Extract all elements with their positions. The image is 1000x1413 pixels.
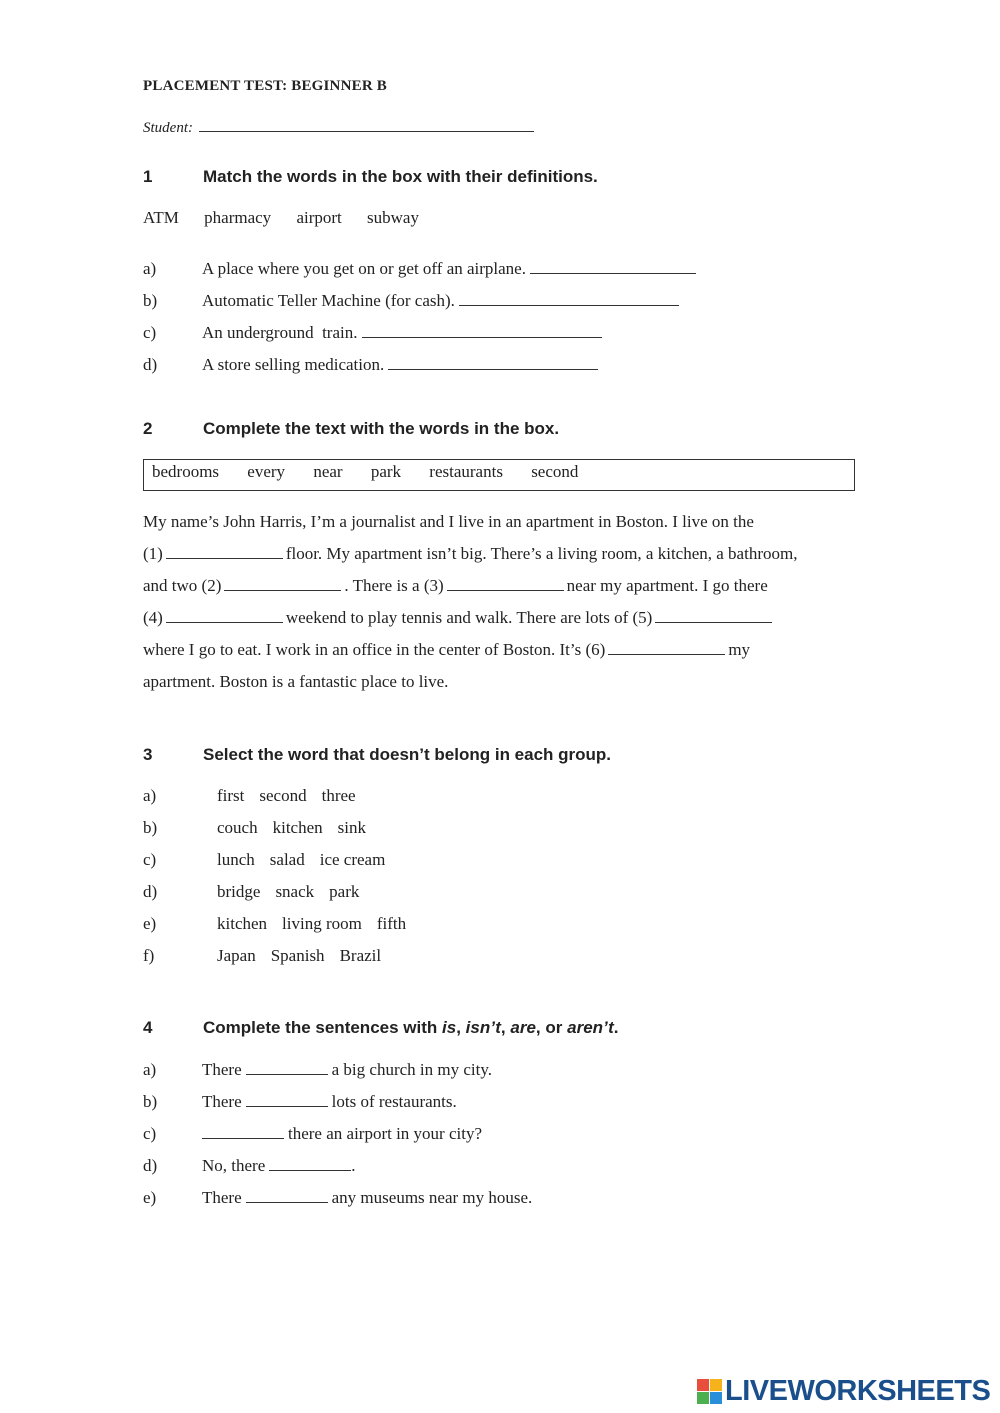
- word-box-item: bedrooms: [152, 462, 220, 481]
- answer-blank[interactable]: [269, 1156, 351, 1171]
- item-label: b): [143, 818, 158, 837]
- word-box-item: near: [313, 462, 343, 481]
- section-2-word-box: [143, 459, 855, 491]
- text-line: [143, 672, 863, 704]
- item-label: e): [143, 914, 157, 933]
- section-4-heading: [143, 1018, 618, 1038]
- gap-4-blank[interactable]: [166, 608, 283, 623]
- item-text: No, there: [202, 1156, 266, 1175]
- word-box-item: subway: [367, 208, 419, 227]
- item-label: c): [143, 1124, 157, 1143]
- option-word[interactable]: snack: [275, 882, 315, 901]
- s4-item-a: [143, 1060, 492, 1080]
- logo-square: [710, 1392, 722, 1404]
- logo-square: [710, 1379, 722, 1391]
- item-text: Automatic Teller Machine (for cash).: [202, 291, 455, 310]
- item-text: There: [202, 1092, 242, 1111]
- item-label: a): [143, 259, 157, 278]
- punct: ,: [456, 1018, 461, 1037]
- keyword: are: [510, 1018, 536, 1037]
- text-segment: and two (2): [143, 576, 222, 595]
- word-box-item: second: [531, 462, 579, 481]
- text-segment: apartment. Boston is a fantastic place to live.: [143, 672, 449, 691]
- s1-item-c: [143, 323, 602, 343]
- s4-item-c: [143, 1124, 482, 1144]
- item-text: any museums near my house.: [331, 1188, 533, 1207]
- option-word[interactable]: fifth: [376, 914, 407, 933]
- item-label: b): [143, 291, 158, 310]
- option-word[interactable]: ice cream: [319, 850, 386, 869]
- s1-item-d: [143, 355, 598, 375]
- section-2-instruction: Complete the text with the words in the box.: [203, 419, 560, 438]
- answer-blank[interactable]: [362, 323, 602, 338]
- s3-group-e: [143, 914, 421, 934]
- answer-blank[interactable]: [530, 259, 696, 274]
- s3-group-b: [143, 818, 381, 838]
- word-box-item: airport: [296, 208, 342, 227]
- option-word[interactable]: sink: [337, 818, 366, 837]
- student-name-blank[interactable]: [199, 117, 534, 132]
- liveworksheets-logo: [697, 1375, 992, 1411]
- s4-item-e: [143, 1188, 532, 1208]
- item-label: d): [143, 355, 158, 374]
- section-4-number: 4: [143, 1018, 153, 1037]
- text-segment: (4): [143, 608, 163, 627]
- text-line: [143, 640, 863, 672]
- option-word[interactable]: Brazil: [339, 946, 382, 965]
- text-line: [143, 512, 863, 544]
- answer-blank[interactable]: [246, 1060, 328, 1075]
- s3-group-a: [143, 786, 371, 806]
- option-word[interactable]: kitchen: [217, 914, 268, 933]
- page-title: PLACEMENT TEST: BEGINNER B: [143, 78, 388, 94]
- answer-blank[interactable]: [246, 1092, 328, 1107]
- word-box-item: pharmacy: [204, 208, 272, 227]
- s1-item-a: [143, 259, 696, 279]
- answer-blank[interactable]: [388, 355, 598, 370]
- option-word[interactable]: living room: [282, 914, 362, 933]
- text-segment: my: [728, 640, 751, 659]
- answer-blank[interactable]: [246, 1188, 328, 1203]
- section-3-number: 3: [143, 745, 153, 764]
- word-box-item: restaurants: [429, 462, 503, 481]
- punct: .: [613, 1018, 619, 1037]
- option-word[interactable]: kitchen: [272, 818, 323, 837]
- keyword: aren’t: [567, 1018, 614, 1037]
- option-word[interactable]: salad: [269, 850, 305, 869]
- logo-text: LIVEWORKSHEETS: [725, 1375, 991, 1407]
- item-label: e): [143, 1188, 157, 1207]
- word-box-item: park: [370, 462, 402, 481]
- item-text: a big church in my city.: [331, 1060, 492, 1079]
- keyword: isn’t: [465, 1018, 501, 1037]
- section-3-instruction: Select the word that doesn’t belong in each group.: [203, 745, 612, 764]
- item-text: An underground train.: [202, 323, 358, 342]
- section-1-number: 1: [143, 167, 153, 186]
- item-text: lots of restaurants.: [331, 1092, 457, 1111]
- item-label: b): [143, 1092, 158, 1111]
- text-segment: weekend to play tennis and walk. There are lots of (5): [285, 608, 653, 627]
- logo-mark-icon: [697, 1379, 723, 1405]
- section-1-instruction: Match the words in the box with their definitions.: [203, 167, 598, 186]
- instruction-text: Complete the sentences with: [203, 1018, 442, 1037]
- gap-2-blank[interactable]: [224, 576, 341, 591]
- section-1-heading: [143, 167, 598, 187]
- item-label: d): [143, 882, 158, 901]
- gap-6-blank[interactable]: [608, 640, 725, 655]
- s1-item-b: [143, 291, 679, 311]
- punct: ,: [500, 1018, 506, 1037]
- item-label: f): [143, 946, 155, 965]
- item-label: c): [143, 850, 157, 869]
- option-word[interactable]: Spanish: [270, 946, 325, 965]
- option-word[interactable]: three: [321, 786, 356, 805]
- text-line: [143, 608, 863, 640]
- option-word[interactable]: second: [259, 786, 307, 805]
- student-label: Student:: [143, 120, 193, 136]
- option-word[interactable]: bridge: [217, 882, 261, 901]
- text-segment: near my apartment. I go there: [566, 576, 768, 595]
- logo-square: [697, 1392, 709, 1404]
- item-text: A place where you get on or get off an airplane.: [202, 259, 526, 278]
- item-text: There: [202, 1188, 242, 1207]
- item-text: .: [351, 1156, 356, 1175]
- text-segment: floor. My apartment isn’t big. There’s a living room, a kitchen, a bathroom,: [285, 544, 798, 563]
- option-word[interactable]: lunch: [217, 850, 255, 869]
- item-label: d): [143, 1156, 158, 1175]
- s3-group-d: [143, 882, 374, 902]
- answer-blank[interactable]: [202, 1124, 284, 1139]
- item-label: c): [143, 323, 157, 342]
- student-name-field[interactable]: [143, 117, 534, 137]
- item-label: a): [143, 786, 157, 805]
- option-word[interactable]: park: [329, 882, 360, 901]
- instruction-text: or: [545, 1018, 563, 1037]
- text-segment: where I go to eat. I work in an office in the center of Boston. It’s (6): [143, 640, 606, 659]
- text-line: [143, 544, 863, 576]
- text-segment: (1): [143, 544, 163, 563]
- section-2-text: [143, 512, 863, 704]
- option-word[interactable]: couch: [217, 818, 258, 837]
- item-text: There: [202, 1060, 242, 1079]
- word-box-item: ATM: [143, 208, 179, 227]
- logo-square: [697, 1379, 709, 1391]
- gap-3-blank[interactable]: [447, 576, 564, 591]
- option-word[interactable]: first: [217, 786, 245, 805]
- item-text: there an airport in your city?: [288, 1124, 483, 1143]
- keyword: is: [442, 1018, 457, 1037]
- section-2-heading: [143, 419, 559, 439]
- answer-blank[interactable]: [459, 291, 679, 306]
- s3-group-f: [143, 946, 396, 966]
- gap-1-blank[interactable]: [166, 544, 283, 559]
- section-1-word-box: [143, 208, 440, 228]
- item-text: A store selling medication.: [202, 355, 385, 374]
- text-line: [143, 576, 863, 608]
- text-segment: My name’s John Harris, I’m a journalist and I live in an apartment in Boston. I live on the: [143, 512, 754, 531]
- section-2-number: 2: [143, 419, 153, 438]
- word-box-item: every: [247, 462, 286, 481]
- s4-item-b: [143, 1092, 457, 1112]
- s4-item-d: [143, 1156, 356, 1176]
- gap-5-blank[interactable]: [655, 608, 772, 623]
- text-segment: . There is a (3): [344, 576, 444, 595]
- section-4-instruction: [203, 1018, 618, 1037]
- s3-group-c: [143, 850, 400, 870]
- option-word[interactable]: Japan: [217, 946, 256, 965]
- punct: ,: [535, 1018, 541, 1037]
- section-3-heading: [143, 745, 611, 765]
- item-label: a): [143, 1060, 157, 1079]
